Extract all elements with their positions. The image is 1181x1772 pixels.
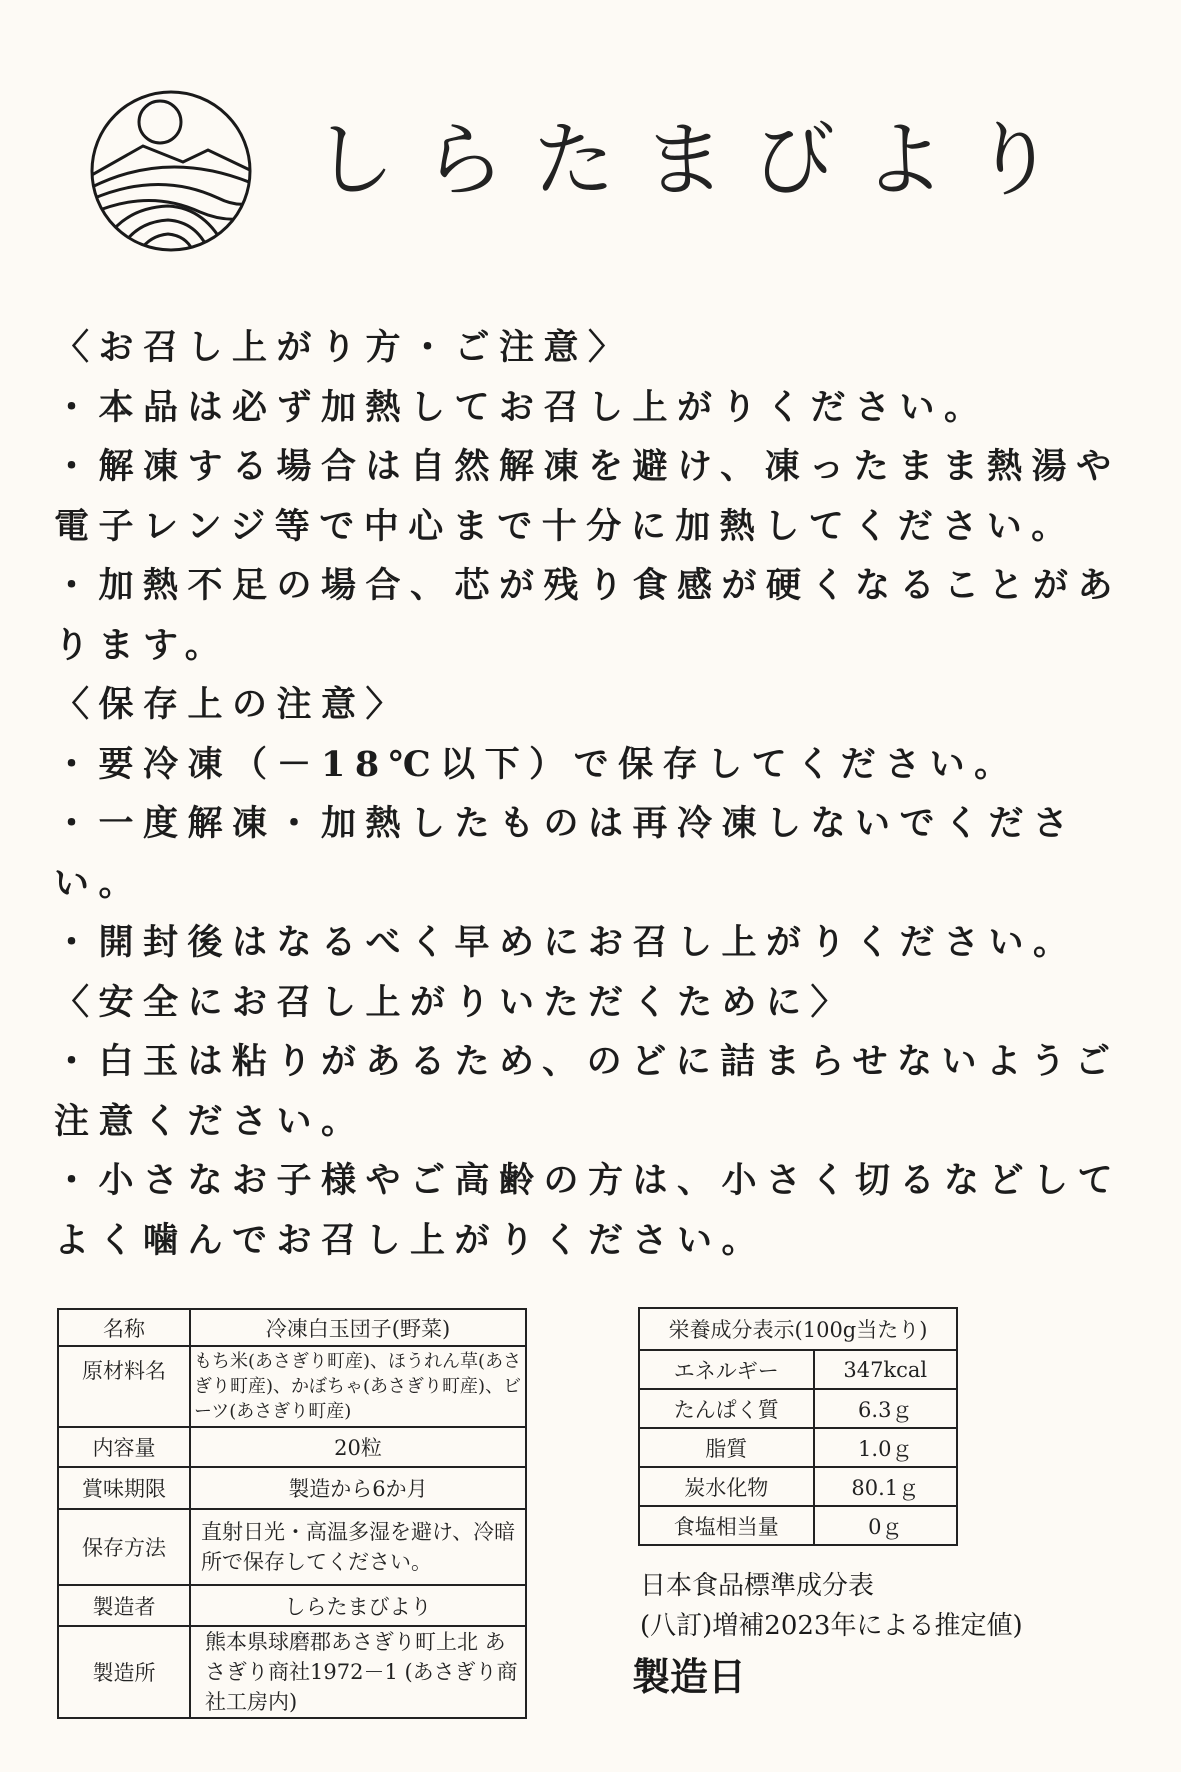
text-line: ・要冷凍（－18℃以下）で保存してください。 xyxy=(54,743,1019,785)
nutrition-label: エネルギー xyxy=(639,1350,814,1389)
text-line: ・解凍する場合は自然解凍を避け、凍ったまま熱湯や xyxy=(54,446,1121,487)
logo-sun-fields-icon xyxy=(88,88,254,254)
table-row xyxy=(58,1427,526,1467)
header xyxy=(88,88,1088,258)
spec-label: 賞味期限 xyxy=(58,1467,190,1509)
text-line: ・小さなお子様やご高齢の方は、小さく切るなどして xyxy=(54,1160,1123,1201)
nutrition-title: 栄養成分表示(100g当たり) xyxy=(639,1308,957,1350)
table-row xyxy=(639,1308,957,1350)
brand-name: しらたまびより xyxy=(313,113,1084,208)
nutrition-value: 80.1ｇ xyxy=(814,1467,957,1506)
note-line: (八訂)増補2023年による推定値) xyxy=(640,1611,1023,1641)
spec-value: 20粒 xyxy=(190,1427,526,1467)
nutrition-label: たんぱく質 xyxy=(639,1389,814,1428)
table-row xyxy=(58,1309,526,1346)
spec-value: 製造から6か月 xyxy=(190,1467,526,1509)
table-row xyxy=(639,1467,957,1506)
table-row xyxy=(639,1428,957,1467)
table-row xyxy=(58,1467,526,1509)
manufacture-date-label: 製造日 xyxy=(632,1654,747,1699)
nutrition-value: 347kcal xyxy=(814,1350,957,1389)
product-spec-table xyxy=(57,1308,527,1719)
text-line: 電子レンジ等で中心まで十分に加熱してください。 xyxy=(54,505,1076,547)
note-line: 日本食品標準成分表 xyxy=(640,1571,875,1601)
text-line: ・加熱不足の場合、芯が残り食感が硬くなることがあ xyxy=(54,565,1123,606)
table-row xyxy=(58,1509,526,1585)
table-row xyxy=(58,1585,526,1626)
nutrition-value: 1.0ｇ xyxy=(814,1428,957,1467)
nutrition-label: 脂質 xyxy=(639,1428,814,1467)
text-line: 〈お召し上がり方・ご注意〉 xyxy=(54,327,633,368)
table-row xyxy=(639,1389,957,1428)
spec-value: 直射日光・高温多湿を避け、冷暗所で保存してください。 xyxy=(190,1509,526,1585)
text-line: ・開封後はなるべく早めにお召し上がりください。 xyxy=(54,922,1078,963)
spec-label: 原材料名 xyxy=(58,1346,190,1427)
text-line: 注意ください。 xyxy=(54,1100,366,1142)
spec-label: 名称 xyxy=(58,1309,190,1346)
text-line: よく噛んでお召し上がりください。 xyxy=(54,1219,767,1261)
spec-value: 冷凍白玉団子(野菜) xyxy=(190,1309,526,1346)
text-line: ・本品は必ず加熱してお召し上がりください。 xyxy=(54,386,989,428)
text-line: 〈安全にお召し上がりいただくために〉 xyxy=(54,981,856,1023)
spec-label: 製造者 xyxy=(58,1585,190,1626)
table-row xyxy=(639,1506,957,1545)
nutrition-value: 6.3ｇ xyxy=(814,1389,957,1428)
nutrition-table xyxy=(638,1307,958,1546)
spec-value: しらたまびより xyxy=(190,1585,526,1626)
spec-label: 保存方法 xyxy=(58,1509,190,1585)
text-line: 〈保存上の注意〉 xyxy=(54,684,411,725)
text-line: ・白玉は粘りがあるため、のどに詰まらせないようご xyxy=(54,1041,1120,1082)
text-line: ・一度解凍・加熱したものは再冷凍しないでくださ xyxy=(54,803,1078,844)
table-row xyxy=(58,1626,526,1718)
nutrition-source-note xyxy=(640,1566,1023,1646)
text-line: い。 xyxy=(54,862,144,904)
text-line: ります。 xyxy=(54,624,230,666)
spec-value: 熊本県球磨郡あさぎり町上北 あさぎり商社1972－1 (あさぎり商社工房内) xyxy=(190,1626,526,1718)
table-row xyxy=(58,1346,526,1427)
table-row xyxy=(639,1350,957,1389)
spec-label: 内容量 xyxy=(58,1427,190,1467)
spec-label: 製造所 xyxy=(58,1626,190,1718)
nutrition-label: 炭水化物 xyxy=(639,1467,814,1506)
nutrition-label: 食塩相当量 xyxy=(639,1506,814,1545)
precautions-text xyxy=(54,318,1134,1270)
nutrition-value: 0ｇ xyxy=(814,1506,957,1545)
spec-value: もち米(あさぎり町産)、ほうれん草(あさぎり町産)、かぼちゃ(あさぎり町産)、ビーツ(あさぎり町産) xyxy=(190,1346,526,1427)
